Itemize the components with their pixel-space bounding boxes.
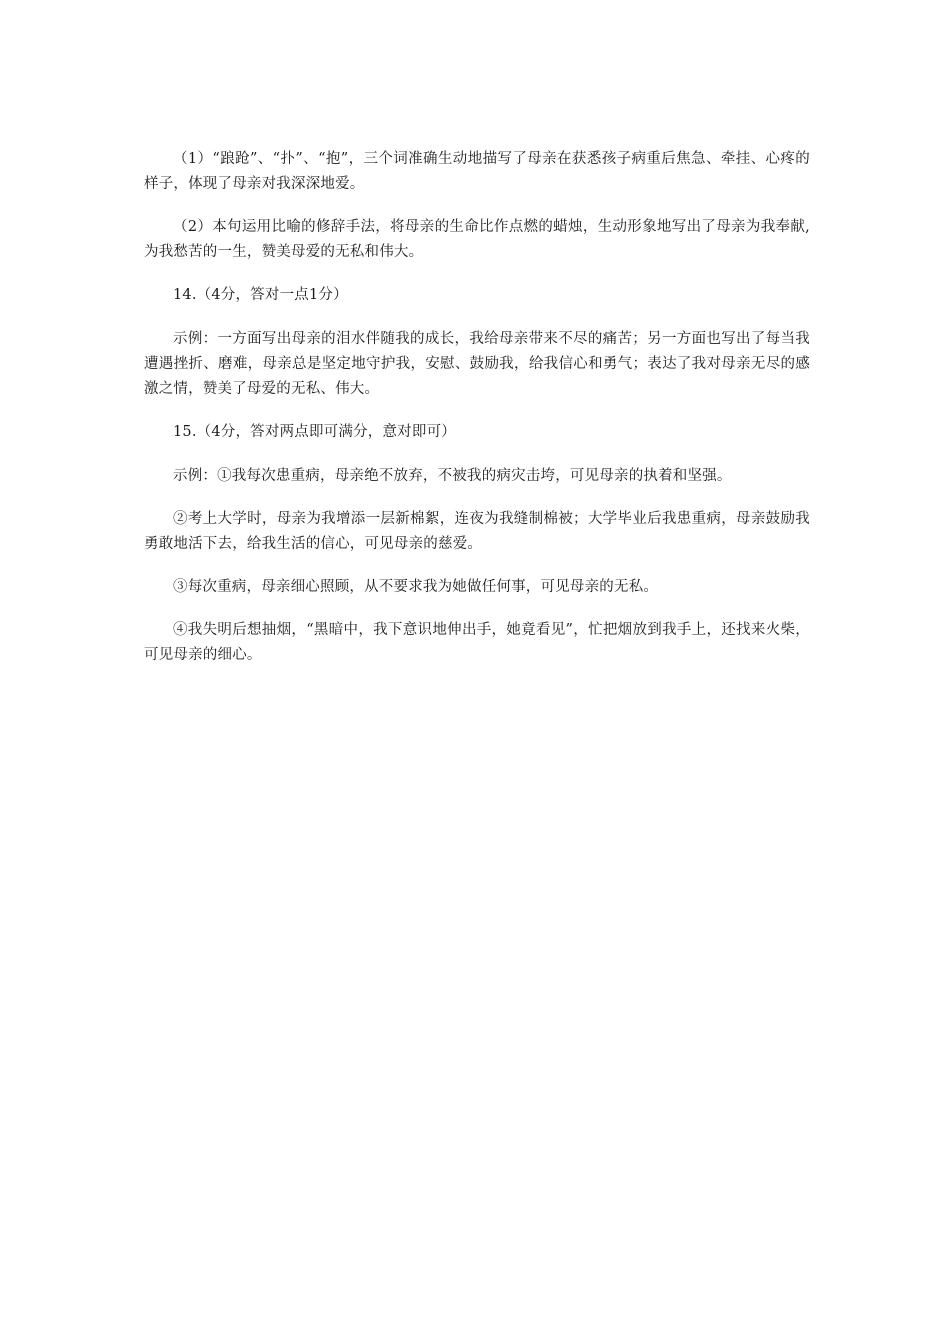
answer-14-paragraph: 示例：一方面写出母亲的泪水伴随我的成长，我给母亲带来不尽的痛苦；另一方面也写出了每当我遭遇挫折、磨难，母亲总是坚定地守护我，安慰、鼓励我，给我信心和勇气；表达了我对母亲无尽的感激之情，赞美了母爱的无私、伟大。 bbox=[144, 331, 810, 397]
question-15-heading: 15.（4分，答对两点即可满分，意对即可） bbox=[173, 424, 456, 440]
answer-13-2-paragraph: （2）本句运用比喻的修辞手法，将母亲的生命比作点燃的蜡烛，生动形象地写出了母亲为我奉献,为我愁苦的一生，赞美母爱的无私和伟大。 bbox=[144, 219, 810, 260]
answer-15-point-2: ②考上大学时，母亲为我增添一层新棉絮，连夜为我缝制棉被；大学毕业后我患重病，母亲鼓励我勇敢地活下去，给我生活的信心，可见母亲的慈爱。 bbox=[144, 511, 810, 552]
answer-15-point-4: ④我失明后想抽烟，“黑暗中，我下意识地伸出手，她竟看见”，忙把烟放到我手上，还找来火柴，可见母亲的细心。 bbox=[144, 622, 810, 663]
answer-text-block bbox=[144, 147, 810, 686]
answer-15-point-1: 示例：①我每次患重病，母亲绝不放弃，不被我的病灾击垮，可见母亲的执着和坚强。 bbox=[173, 468, 732, 484]
answer-15-point-3: ③每次重病，母亲细心照顾，从不要求我为她做任何事，可见母亲的无私。 bbox=[173, 579, 659, 595]
question-14-heading: 14.（4分，答对一点1分） bbox=[173, 287, 348, 303]
answer-13-1-paragraph: （1）“踉跄”、“扑”、“抱”，三个词准确生动地描写了母亲在获悉孩子病重后焦急、牵挂、心疼的样子，体现了母亲对我深深地爱。 bbox=[144, 151, 810, 192]
